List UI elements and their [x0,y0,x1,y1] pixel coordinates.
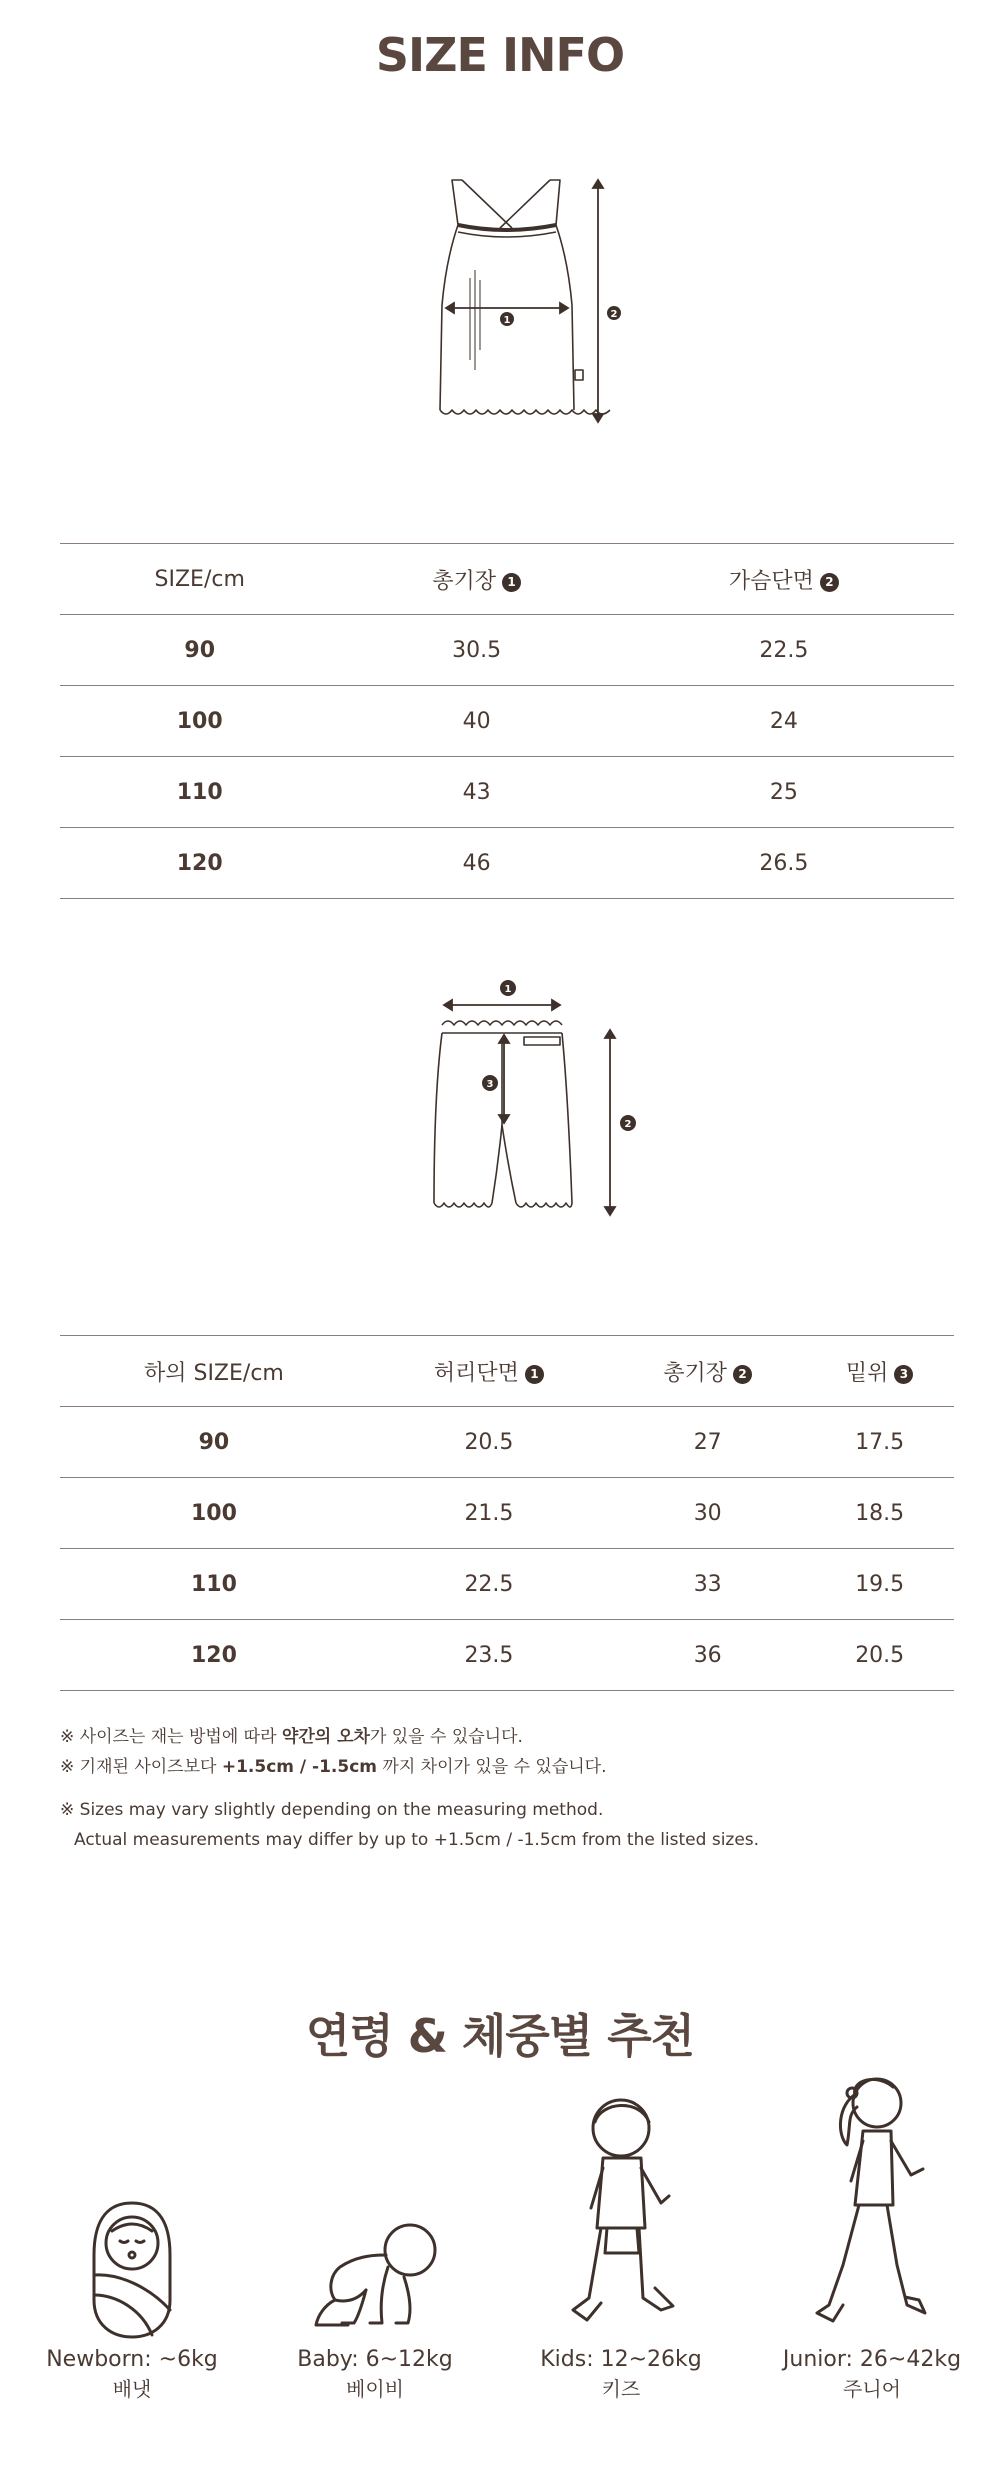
age-card-kids [496,2088,746,2403]
table-cell: 30.5 [339,615,613,686]
number-badge: 1 [502,573,521,592]
column-header: SIZE/cm [60,544,339,615]
age-label: Junior: 26~42kg [782,2347,962,2372]
top-size-table [60,543,954,899]
table-cell: 18.5 [805,1478,954,1549]
table-row [60,615,954,686]
age-card-junior [747,2065,997,2403]
table-cell: 40 [339,686,613,757]
chest-measure-badge: 1 [503,315,511,326]
table-row [60,1549,954,1620]
column-header: 하의 SIZE/cm [60,1336,368,1407]
table-cell: 20.5 [368,1407,610,1478]
tank-top-illustration [400,160,640,440]
age-label: Baby: 6~12kg [297,2347,453,2372]
bottom-size-table [60,1335,954,1691]
column-header: 밑위 3 [805,1336,954,1407]
table-cell: 46 [339,828,613,899]
table-row [60,757,954,828]
korean-notes [60,1722,940,1782]
note-line: ※ 기재된 사이즈보다 +1.5cm / -1.5cm 까지 차이가 있을 수 있습니다. [60,1757,607,1777]
walking-kid-icon [561,2088,681,2345]
table-row [60,1478,954,1549]
english-notes [60,1795,940,1855]
table-header-row [60,1336,954,1407]
age-sub-label: 주니어 [843,2377,901,2401]
swaddled-baby-icon [82,2195,182,2345]
note-line: Actual measurements may differ by up to +1.5cm / -1.5cm from the listed sizes. [74,1830,760,1850]
age-label: Newborn: ~6kg [46,2347,218,2372]
table-row [60,828,954,899]
recommendation-title: 연령 & 체중별 추천 [305,2009,695,2063]
size-info-title: SIZE INFO [375,28,625,82]
table-cell: 25 [614,757,954,828]
waist-measure-badge: 1 [504,984,512,995]
table-cell: 19.5 [805,1549,954,1620]
age-sub-label: 키즈 [601,2377,641,2401]
size-cell: 90 [60,615,339,686]
table-cell: 43 [339,757,613,828]
number-badge: 2 [820,573,839,592]
table-row [60,686,954,757]
size-cell: 100 [60,686,339,757]
table-cell: 30 [610,1478,805,1549]
note-line: ※ Sizes may vary slightly depending on the measuring method. [60,1800,604,1820]
table-cell: 23.5 [368,1620,610,1691]
size-cell: 110 [60,757,339,828]
walking-junior-icon [807,2065,937,2345]
column-header: 가슴단면 2 [614,544,954,615]
table-cell: 24 [614,686,954,757]
size-cell: 120 [60,828,339,899]
table-row [60,1620,954,1691]
age-card-newborn [7,2195,257,2403]
size-cell: 90 [60,1407,368,1478]
table-cell: 36 [610,1620,805,1691]
table-cell: 20.5 [805,1620,954,1691]
crawling-baby-icon [300,2195,450,2345]
size-cell: 110 [60,1549,368,1620]
rise-measure-badge: 3 [486,1079,494,1090]
table-header-row [60,544,954,615]
number-badge: 1 [525,1365,544,1384]
size-cell: 120 [60,1620,368,1691]
table-cell: 33 [610,1549,805,1620]
table-row [60,1407,954,1478]
table-cell: 22.5 [368,1549,610,1620]
number-badge: 2 [733,1365,752,1384]
table-cell: 22.5 [614,615,954,686]
age-label: Kids: 12~26kg [540,2347,702,2372]
table-cell: 21.5 [368,1478,610,1549]
note-line: ※ 사이즈는 재는 방법에 따라 약간의 오차가 있을 수 있습니다. [60,1727,523,1747]
shorts-illustration [400,975,660,1245]
age-sub-label: 베이비 [346,2377,404,2401]
table-cell: 17.5 [805,1407,954,1478]
size-cell: 100 [60,1478,368,1549]
number-badge: 3 [894,1365,913,1384]
table-cell: 27 [610,1407,805,1478]
length-measure-badge: 2 [624,1119,632,1130]
column-header: 총기장 2 [610,1336,805,1407]
column-header: 총기장 1 [339,544,613,615]
length-measure-badge: 2 [610,309,618,320]
age-card-baby [250,2195,500,2403]
table-cell: 26.5 [614,828,954,899]
age-sub-label: 배냇 [112,2377,152,2401]
column-header: 허리단면 1 [368,1336,610,1407]
